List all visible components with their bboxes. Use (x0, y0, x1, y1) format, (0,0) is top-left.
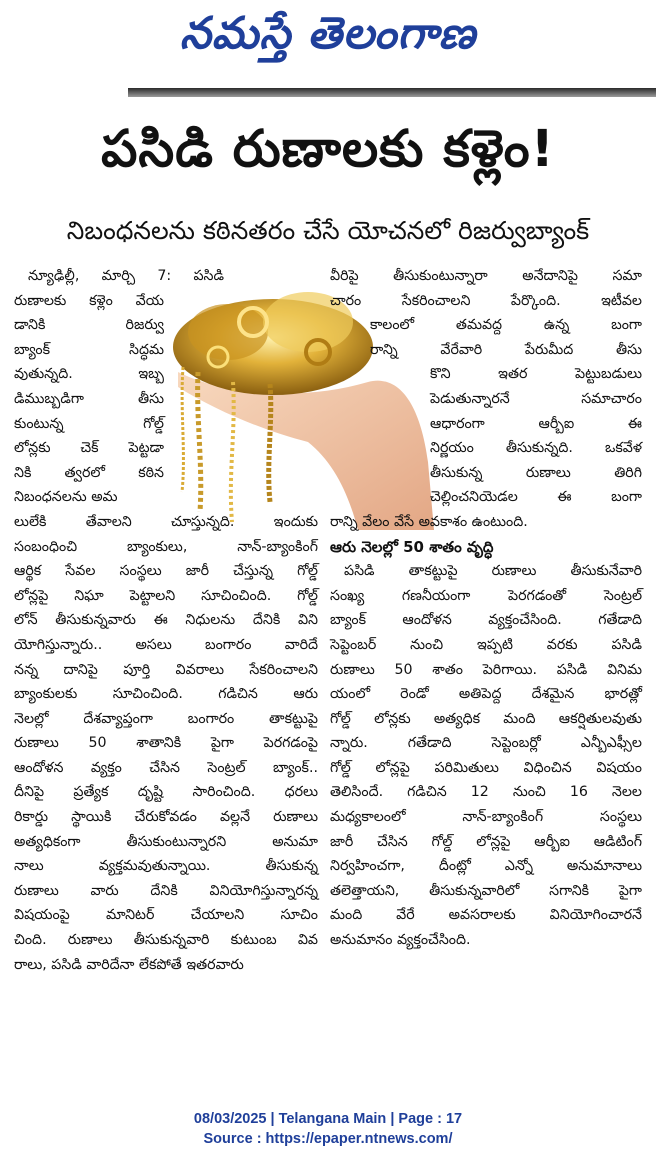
masthead (0, 0, 656, 100)
text-line: నికి త్వరలో కఠిన (14, 464, 164, 481)
subheadline: నిబంధనలను కఠినతరం చేసే యోచనలో రిజర్వుబ్యాంక్ (66, 216, 590, 245)
text-line: నన్న దానిపై పూర్తి వివరాలు సేకరించాలని (14, 661, 318, 678)
text-line: అనుమానం వ్యక్తంచేసింది. (330, 932, 471, 949)
text-line: నిర్వహించగా, దీంట్లో ఎన్నో అనుమానాలు (330, 858, 642, 875)
text-line: సెప్టెంబర్ నుంచి ఇప్పటి వరకు పసిడి (330, 636, 642, 653)
text-line: జారీ చేసిన గోల్డ్ లోన్లపై ఆర్బీఐ ఆడిటింగ్ (330, 833, 642, 850)
masthead-logo: నమస్తే తెలంగాణ (179, 8, 477, 59)
right-column-top (330, 264, 642, 535)
text-line: న్నారు. గతేడాది సెప్టెంబర్లో ఎన్బీఎఫ్సీల (330, 735, 642, 752)
text-line: దీనిపై ప్రత్యేక దృష్టి సారించింది. ధరలు (14, 784, 318, 801)
text-line: కుంటున్న గోల్డ్ (14, 415, 164, 432)
text-line: వుతున్నది. ఇబ్బ (14, 366, 164, 383)
masthead-rule (128, 88, 656, 97)
text-line: సంబంధించి బ్యాంకులు, నాన్-బ్యాంకింగ్ (14, 538, 318, 555)
text-line: రికార్డు స్థాయికి చేరుకోవడం వల్లనే రుణాలు (14, 809, 318, 826)
left-column-narrow (14, 264, 224, 510)
text-line: ఆధారంగా ఆర్బీఐ ఈ (430, 415, 642, 432)
text-line: మంది వేరే అవసరాలకు వినియోగించారనే (330, 907, 642, 924)
text-line: ఆర్థిక సేవల సంస్థలు జారీ చేస్తున్న గోల్డ్ (14, 563, 318, 580)
text-line: యోగిస్తున్నారు.. అసలు బంగారం వారిదే (14, 636, 318, 653)
text-line: నిర్ణయం తీసుకున్నది. ఒకవేళ (430, 440, 642, 457)
text-line: బ్యాంక్ ఆందోళన వ్యక్తంచేసింది. గతేడాది (330, 612, 642, 629)
text-line: రాలు, పసిడి వారిదేనా లేకపోతే ఇతరవారు (14, 956, 244, 973)
text-line: తీసుకున్న రుణాలు తిరిగి (430, 464, 642, 481)
headline: పసిడి రుణాలకు కళ్లెం! (101, 120, 555, 179)
text-line: లులేకి తేవాలని చూస్తున్నది. ఇందుకు (14, 513, 318, 530)
text-line: గోల్డ్ లోన్లపై పరిమితులు విధించిన విషయం (330, 759, 642, 776)
right-column (330, 264, 642, 953)
text-line: లోన్లపై నిఘా పెట్టాలని సూచించింది. గోల్డ్ (14, 587, 318, 604)
text-line: చింది. రుణాలు తీసుకున్నవారి కుటుంబ వివ (14, 932, 318, 949)
footer-date-page: 08/03/2025 | Telangana Main | Page : 17 (193, 1111, 463, 1127)
footer (0, 1109, 656, 1149)
text-line: న్యూఢిల్లీ, మార్చి 7: పసిడి (28, 268, 224, 284)
left-column-full (14, 510, 318, 977)
text-line: రుణాలు వారు దేనికి వినియోగిస్తున్నారన్న (14, 882, 318, 899)
text-line: సంఖ్య గణనీయంగా పెరగడంతో సెంట్రల్ (330, 587, 642, 604)
text-line: యంలో రెండో అతిపెద్ద దేశమైన భారత్లో (330, 686, 642, 703)
text-line: పసిడి తాకట్టుపై రుణాలు తీసుకునేవారి (344, 563, 642, 580)
text-line: వీరిపై తీసుకుంటున్నారా అనేదానిపై సమా (330, 268, 642, 284)
text-line: ఆందోళన వ్యక్తం చేసిన సెంట్రల్ బ్యాంక్.. (14, 759, 318, 776)
text-line: మధ్యకాలంలో నాన్-బ్యాంకింగ్ సంస్థలు (330, 809, 642, 826)
text-line: రుణాలు 50 శాతానికి పైగా పెరగడంపై (14, 735, 318, 752)
text-line: రాన్ని వేరేవారి పేరుమీద తీసు (370, 341, 642, 358)
right-column-section (330, 559, 642, 953)
text-line: కొని ఇతర పెట్టుబడులు (430, 366, 642, 383)
text-line: డిముబ్బడిగా తీసు (14, 390, 164, 407)
text-line: బ్యాంక్ సిద్ధమ (14, 341, 164, 358)
text-line: చెల్లించనియెడల ఈ బంగా (430, 489, 642, 506)
text-line: రుణాలకు కళ్లెం వేయ (14, 292, 164, 309)
text-line: తెలిసిందే. గడిచిన 12 నుంచి 16 నెలల (330, 784, 642, 801)
text-line: గోల్డ్ లోన్లకు అత్యధిక మంది ఆకర్షితులవుతు (330, 710, 642, 727)
text-line: నిబంధనలను అమ (14, 489, 118, 506)
footer-source: Source : https://epaper.ntnews.com/ (203, 1131, 453, 1147)
text-line: పెడుతున్నారనే సమాచారం (430, 390, 642, 407)
text-line: నాలు వ్యక్తమవుతున్నాయి. తీసుకున్న (14, 858, 318, 875)
text-line: రుణాలు 50 శాతం పెరిగాయి. పసిడి వినిమ (330, 661, 642, 678)
text-line: కాలంలో తమవద్ద ఉన్న బంగా (370, 317, 642, 334)
text-line: విషయంపై మానిటర్ చేయాలని సూచిం (14, 907, 318, 924)
text-line: నెలల్లో దేశవ్యాప్తంగా బంగారం తాకట్టుపై (14, 710, 318, 727)
text-line: లోన్లకు చెక్ పెట్టడా (14, 440, 164, 457)
text-line: రాన్ని వేలం వేసే అవకాశం ఉంటుంది. (330, 513, 528, 530)
text-line: డానికి రిజర్వు (14, 317, 164, 334)
text-line: లోన్ తీసుకున్నవారు ఈ నిధులను దేనికి విని (14, 612, 318, 629)
text-line: అత్యధికంగా తీసుకుంటున్నారని అనుమా (14, 833, 318, 850)
text-line: చారం సేకరించాలని పేర్కొంది. ఇటీవల (330, 292, 642, 309)
section-heading: ఆరు నెలల్లో 50 శాతం వృద్ధి (330, 537, 494, 556)
text-line: బ్యాంకులకు సూచించింది. గడిచిన ఆరు (14, 686, 318, 703)
text-line: తలెత్తాయని, తీసుకున్నవారిలో సగానికి పైగా (330, 882, 642, 899)
